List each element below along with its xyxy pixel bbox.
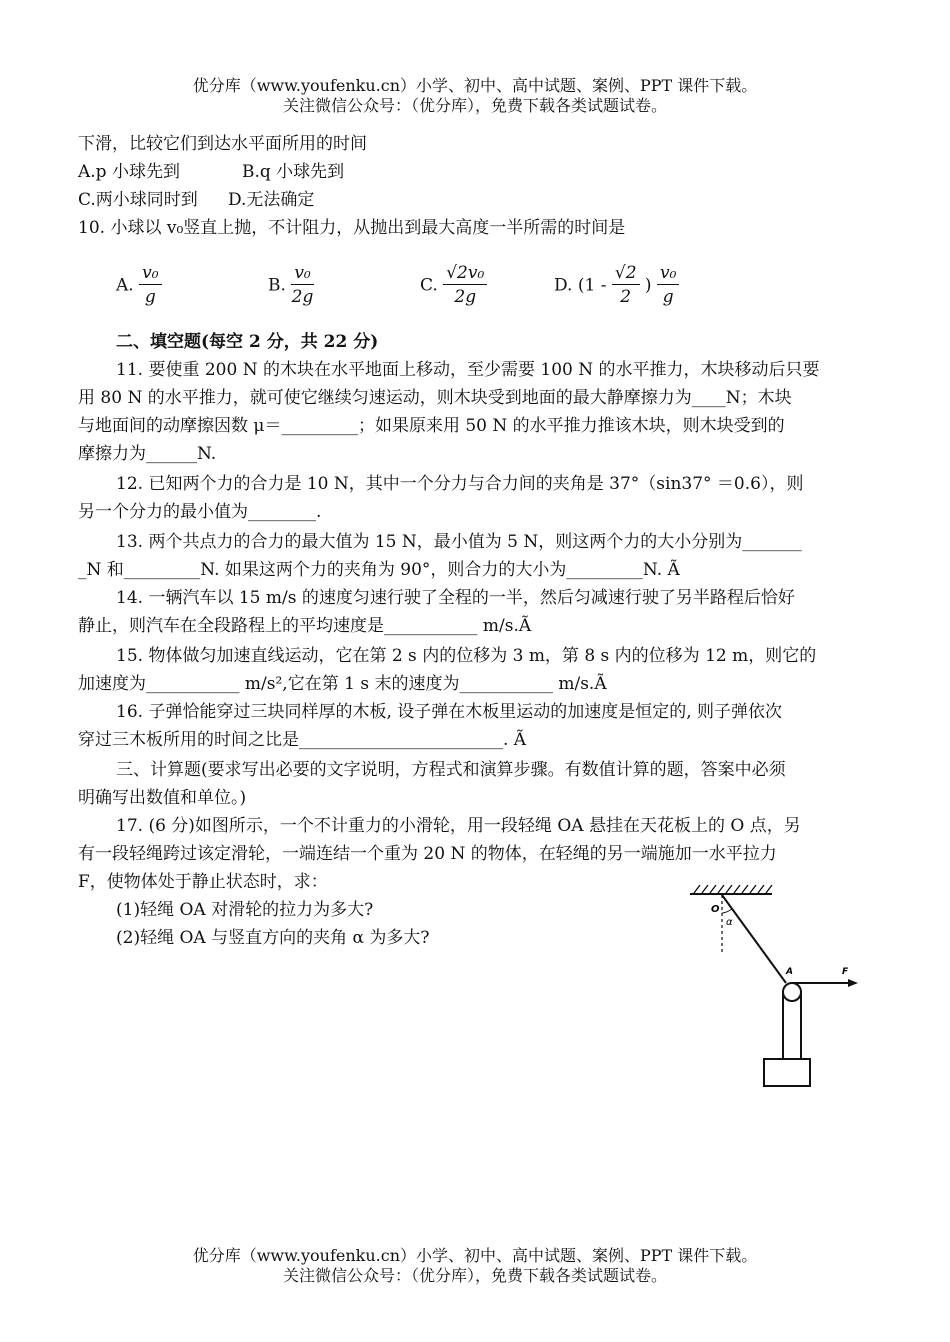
hanging-block [764, 1059, 810, 1086]
q10-a-denominator: g [144, 287, 156, 307]
q10-option-d [554, 262, 679, 309]
q10-stem: 10. 小球以 v₀竖直上抛，不计阻力，从抛出到最大高度一半所需的时间是 [78, 218, 626, 238]
q10-c-denominator: 2g [454, 287, 477, 307]
q10-d-close: ) [644, 275, 652, 296]
q10-b-denominator: 2g [291, 287, 314, 307]
q10-option-c [420, 262, 487, 309]
q10-d-fraction-2 [657, 262, 679, 309]
q10-d-fraction-1 [612, 262, 640, 309]
pulley-diagram [680, 880, 880, 1095]
page-header [0, 76, 950, 116]
q17-sub-2: (2)轻绳 OA 与竖直方向的夹角 α 为多大? [116, 928, 430, 948]
q10-b-numerator: v₀ [291, 262, 313, 285]
q12-line-1: 12. 已知两个力的合力是 10 N，其中一个分力与合力间的夹角是 37°（sin37° ＝0.6），则 [116, 474, 804, 494]
label-a: A [786, 967, 793, 977]
q11-line-2: 用 80 N 的水平推力，就可使它继续匀速运动，则木块受到地面的最大静摩擦力为____N；木块 [78, 388, 792, 408]
q9-option-b: B.q 小球先到 [242, 162, 345, 182]
q10-d-label: D. [554, 275, 573, 296]
header-line-1: 优分库（www.youfenku.cn）小学、初中、高中试题、案例、PPT 课件下载。 [192, 76, 758, 95]
q13-line-1: 13. 两个共点力的合力的最大值为 15 N，最小值为 5 N，则这两个力的大小分别为_______ [116, 532, 802, 552]
section-3-line-2: 明确写出数值和单位。) [78, 788, 247, 808]
q10-a-numerator: v₀ [139, 262, 161, 285]
force-arrow-head [848, 979, 858, 987]
q17-line-1: 17. (6 分)如图所示，一个不计重力的小滑轮，用一段轻绳 OA 悬挂在天花板上的 O 点，另 [116, 816, 801, 836]
q10-c-numerator: √2v₀ [443, 262, 487, 285]
page-footer [0, 1246, 950, 1286]
q10-c-fraction [443, 262, 487, 309]
q15-line-1: 15. 物体做匀加速直线运动，它在第 2 s 内的位移为 3 m，第 8 s 内的位移为 12 m，则它的 [116, 646, 817, 666]
q14-line-2: 静止，则汽车在全段路程上的平均速度是___________ m/s.Ã [78, 616, 532, 636]
q10-d-numerator-2: v₀ [657, 262, 679, 285]
header-line-2: 关注微信公众号：（优分库），免费下载各类试题试卷。 [282, 96, 667, 115]
q9-continuation: 下滑，比较它们到达水平面所用的时间 [78, 134, 367, 154]
q10-b-label: B. [268, 275, 286, 296]
q10-option-a [116, 262, 162, 309]
pulley-wheel [783, 983, 801, 1001]
q9-option-d: D.无法确定 [228, 190, 315, 210]
q14-line-1: 14. 一辆汽车以 15 m/s 的速度匀速行驶了全程的一半，然后匀减速行驶了另半路程后恰好 [116, 588, 795, 608]
q12-line-2: 另一个分力的最小值为________. [78, 502, 322, 522]
label-f: F [842, 967, 849, 977]
label-alpha: α [726, 917, 733, 928]
rope-oa [722, 895, 786, 983]
q10-c-label: C. [420, 275, 438, 296]
q13-line-2: _N 和_________N. 如果这两个力的夹角为 90°，则合力的大小为_________N. Ã [78, 560, 680, 580]
footer-line-2: 关注微信公众号：（优分库），免费下载各类试题试卷。 [282, 1266, 667, 1285]
q15-line-2: 加速度为___________ m/s²,它在第 1 s 末的速度为___________ m/s.Ã [78, 674, 607, 694]
q10-d-denominator-1: 2 [620, 287, 632, 307]
q17-line-3: F，使物体处于静止状态时，求： [78, 872, 328, 892]
q10-a-label: A. [116, 275, 134, 296]
q17-sub-1: (1)轻绳 OA 对滑轮的拉力为多大? [116, 900, 374, 920]
q9-option-a: A.p 小球先到 [78, 162, 180, 182]
angle-arc [722, 909, 732, 913]
q17-line-2: 有一段轻绳跨过该定滑轮，一端连结一个重为 20 N 的物体，在轻绳的另一端施加一水平拉力 [78, 844, 777, 864]
q10-option-b [268, 262, 314, 309]
q9-option-c: C.两小球同时到 [78, 190, 198, 210]
q10-b-fraction [291, 262, 313, 309]
section-3-line-1: 三、计算题(要求写出必要的文字说明，方程式和演算步骤。有数值计算的题，答案中必须 [116, 760, 786, 780]
q10-d-open: (1 - [577, 275, 607, 296]
ceiling [690, 885, 772, 894]
q16-line-2: 穿过三木板所用的时间之比是________________________. Ã [78, 730, 527, 750]
section-2-title: 二、填空题(每空 2 分，共 22 分) [116, 332, 379, 352]
q10-d-numerator-1: √2 [612, 262, 640, 285]
q11-line-3: 与地面间的动摩擦因数 μ＝_________；如果原来用 50 N 的水平推力推该木块，则木块受到的 [78, 416, 785, 436]
q16-line-1: 16. 子弹恰能穿过三块同样厚的木板, 设子弹在木板里运动的加速度是恒定的, 则子弹依次 [116, 702, 783, 722]
label-o: O [711, 904, 720, 915]
q10-d-denominator-2: g [662, 287, 674, 307]
footer-line-1: 优分库（www.youfenku.cn）小学、初中、高中试题、案例、PPT 课件下载。 [192, 1246, 758, 1265]
q10-a-fraction [139, 262, 161, 309]
q11-line-1: 11. 要使重 200 N 的木块在水平地面上移动，至少需要 100 N 的水平推力，木块移动后只要 [116, 360, 820, 380]
q11-line-4: 摩擦力为______N. [78, 444, 217, 464]
